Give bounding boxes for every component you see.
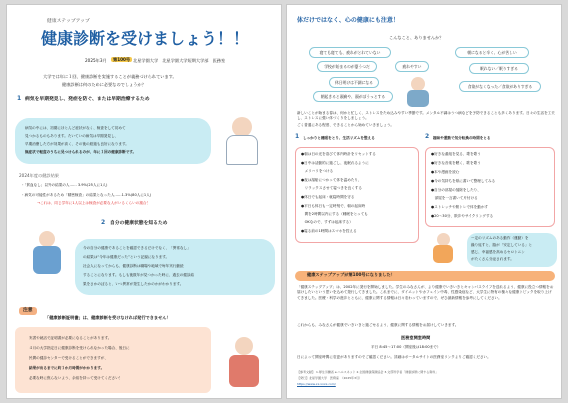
stat-note: →これは、同じ学年に1人以上は検査が必要な人がいるくらいの割合！: [37, 201, 151, 205]
tip-2-box: [425, 147, 555, 227]
notice-line: 必要な時に焦らないよう、余裕を持って受けてください！: [29, 376, 123, 380]
issue-date: 2025年3月: [85, 58, 107, 63]
tip-1-item: ●休日でも起床・就寝時間を守る: [301, 195, 355, 199]
symptom-pill: 休日明けは不調になる: [329, 77, 379, 88]
intro-paragraph-2: ごく普通にある程度、できることから始めていきましょう。: [297, 123, 395, 127]
tip-1-item: ●平日も休日も一定時刻で、朝の起床時: [301, 204, 366, 208]
newsletter-kicker: 健康ステップアップ: [47, 19, 90, 24]
symptom-pill: 食欲がなくなった／食欲がありすぎる: [459, 81, 541, 92]
tip-1-item: OKなので、すずは起床する）: [301, 220, 353, 224]
tip-2-title: 趣味や運動で気分転換の時間をとる: [433, 136, 491, 140]
tip-2-item: 部屋を一言書いて片付ける: [431, 196, 478, 200]
tip-1-number: 1: [295, 133, 300, 140]
tip-2-number: 2: [425, 133, 430, 140]
hours: 平日 8:45〜17:00（開室後は18:00まで）: [371, 345, 441, 349]
footer-issuer: 【発行】北星学園大学 医務室 （2025年3月）: [297, 376, 363, 380]
section-1-line: 早期治療した方が効果が高く、その後の経過も良好になります。: [25, 142, 129, 146]
footer-link[interactable]: https://www.xx.xxxx.com/: [297, 382, 336, 386]
section-2-number: 2: [101, 219, 106, 226]
intro-line-2: 健康診断は何のために必要なのでしょうか？: [62, 82, 146, 87]
serotonin-note: [467, 233, 557, 267]
notice-tag: 注意: [19, 307, 37, 315]
tip-2-item: ●20～30分、散歩やサイクリングする: [431, 214, 494, 218]
mental-health-heading: 体だけではなく、心の健康にも注意！: [297, 17, 399, 24]
tip-2-item: ●自分の部屋の掃除をしたり、: [431, 188, 481, 192]
symptom-pill: 寝ても寝ても、疲れがとれていない: [309, 47, 391, 58]
serotonin-line: 感じ、幸福感を高めるセロトニン: [471, 250, 525, 254]
celebration-body: 「健康ステップアップ」は、2002年に発行を開始しました。学生のみなさんが、より健康でいきいきとキャンパスライフを送れるよう、健康に役立つ情報をお届けしたいという思いを込めて発行してきました。これまでに、ダイエットやカフェイン中毒、性感染症など、大学生に特有の様々な健康トピックを取り上げてきました。医療・科学の進歩とともに、健康に関する情報は日々変わっていますので、ぜひ最新情報を参考にしてください。: [297, 285, 554, 300]
tip-2-item: ●好きな音楽を聴く、歌を歌う: [431, 161, 481, 165]
tip-1-title: しっかりと睡眠をとり、生活リズムを整える: [303, 136, 375, 140]
celebration-band: [295, 271, 555, 281]
tip-1-item: ●寝る前の1時間はスマホを控える: [301, 229, 357, 233]
notice-line: 民間の健診センターで受けることができますが、: [29, 356, 108, 360]
symptom-pill: 眠れない／眠りすぎる: [469, 63, 529, 74]
tip-1-item: ●朝は日の光を浴びて体内時計をリセットする: [301, 152, 376, 156]
serotonin-line: ー定のリズムのある動作（運動）を: [471, 236, 529, 240]
symptom-pill: 疲れやすい: [395, 61, 429, 72]
section-1-line: 無症状で軽度のうちに見つけられるのが、年に１回の健康診断です。: [25, 150, 137, 154]
notice-box: [15, 327, 211, 393]
intro-line-1: 大学では年に１回、健康診断を実施することが義務づけられています。: [43, 74, 177, 79]
tip-1-item: ●日中は活動的に過ごし、夜眠れるように: [301, 161, 369, 165]
section-2-line: することになります。もしも後数年が見つかった時に、過去の健診結: [83, 273, 195, 277]
stat-detailed-exam: ・病気の可能性があるため「精密検査」の結果となった人……1.3%(80人に1人): [21, 193, 152, 197]
tip-1-item: リラックスさせて寝つきを良くする: [301, 186, 362, 190]
intro-paragraph: 新しいことが始まる春は、何かと忙しく、ストレスをため込みやすい季節です。メンタル不調はうつ病などを予防できることも多くあります。日々の生活を工夫し、ストレスに強い体づくりをしましょう。: [297, 111, 555, 121]
symptom-pill: 学校が始まるのが憂うつだ: [317, 61, 377, 72]
section-2-title: 自分の健康状態を知るため: [110, 221, 168, 226]
section-2-bubble: [75, 239, 275, 295]
stats-header: 2024年度の健診結果: [19, 173, 59, 178]
tip-2-item: ●好きな番組を見る、歌を歌う: [431, 152, 481, 156]
section-1-bubble: [15, 118, 211, 164]
student-illustration: [27, 231, 67, 277]
tip-1-item: 間を2時間以内にする（睡眠をとっても: [301, 212, 368, 216]
notice-line: 実習や就活で証明書が必要になることがあります。: [29, 336, 112, 340]
tip-1-item: メリハリをつける: [301, 169, 334, 173]
notice-title: 「健康診断証明書」は、健康診断を受けなければ発行できません！: [45, 315, 171, 320]
section-1-line: 見つかるものもあります。たいていの病気は早期発見し、: [25, 134, 119, 138]
doctor-illustration: [222, 117, 262, 167]
tip-2-item: ●ストレッチや筋トレで体を動かす: [431, 205, 489, 209]
section-2-line: の結果は“今年は健康だった”という記録になります。: [83, 255, 170, 259]
page-title: 健康診断を受けましょう！！: [41, 29, 250, 48]
section-1-line: 病気の中には、初期にほとんど症状がなく、検査をして初めて: [25, 126, 126, 130]
stat-anemia: ・「貧血なし」以外の結果の人…… 3.9%(25人に1人): [21, 183, 108, 187]
notice-line: ４月の大学指定日に健康診断を受けられなかった場合、後日に: [29, 346, 130, 350]
celebration-title: 健康ステップアップが第100号になりました！: [307, 272, 395, 277]
right-page: [286, 4, 562, 399]
tired-person-illustration: [405, 77, 431, 107]
section-2-line: 果をさかのぼると、いつ異常が発生したかのかがわかります。: [83, 282, 184, 286]
tip-1-item: ●夜は湯船につかって体を温めたり、: [301, 178, 362, 182]
hours-title: 医務室開室時間: [401, 335, 431, 340]
symptom-pill: 朝起きると頭痛や、頭がぼうっとする: [313, 91, 393, 102]
section-1-title: 病気を早期発見し、発症を防ぐ、または早期治療するため: [25, 97, 150, 102]
tip-2-item: ●本や漫画を読む: [431, 170, 460, 174]
exercise-illustration: [427, 233, 461, 265]
issue-badge: 第100号: [113, 57, 131, 62]
question: こんなこと、ありませんか？: [389, 35, 444, 40]
left-page: [6, 4, 282, 399]
serotonin-line: 繰り返すと、脳が「安定している」と: [471, 243, 533, 247]
footer-references: 【参考文献】 1.厚生労働省 e-ヘルスネット 2.全国健康保険協会 3.文部科学省「健康診断に関する資料」: [297, 370, 439, 374]
tip-1-box: [295, 147, 419, 243]
section-2-line: 今の自分の健康であることを確認できるだけでなく、「異常なし」: [83, 246, 191, 250]
celebration-body-2: これからも、みなさんが健康でいきいきと過ごせるよう、健康に関する情報をお届けしていきます。: [297, 323, 459, 327]
section-1-number: 1: [17, 95, 22, 102]
symptom-pill: 朝になると辛く、心が苦しい: [455, 47, 529, 58]
notice-line: 結果が出るまでに約１か月時間がかかります。: [29, 366, 105, 370]
worried-student-illustration: [219, 331, 269, 389]
issuer: 北星学園大学 北星学園大学短期大学部 医務室: [133, 58, 226, 63]
serotonin-line: がたくさん分泌されます。: [471, 257, 514, 261]
hours-note: 日によって開室時間に変更がありますのでご確認ください。詳細はポータルサイトの医務室リンクよりご確認ください。: [297, 355, 491, 359]
tip-2-item: ●今の気持ちを紙に書いて整理してみる: [431, 179, 496, 183]
section-2-line: 社会人になってからも、健康診断は職場や地域で毎年実行継続: [83, 264, 184, 268]
